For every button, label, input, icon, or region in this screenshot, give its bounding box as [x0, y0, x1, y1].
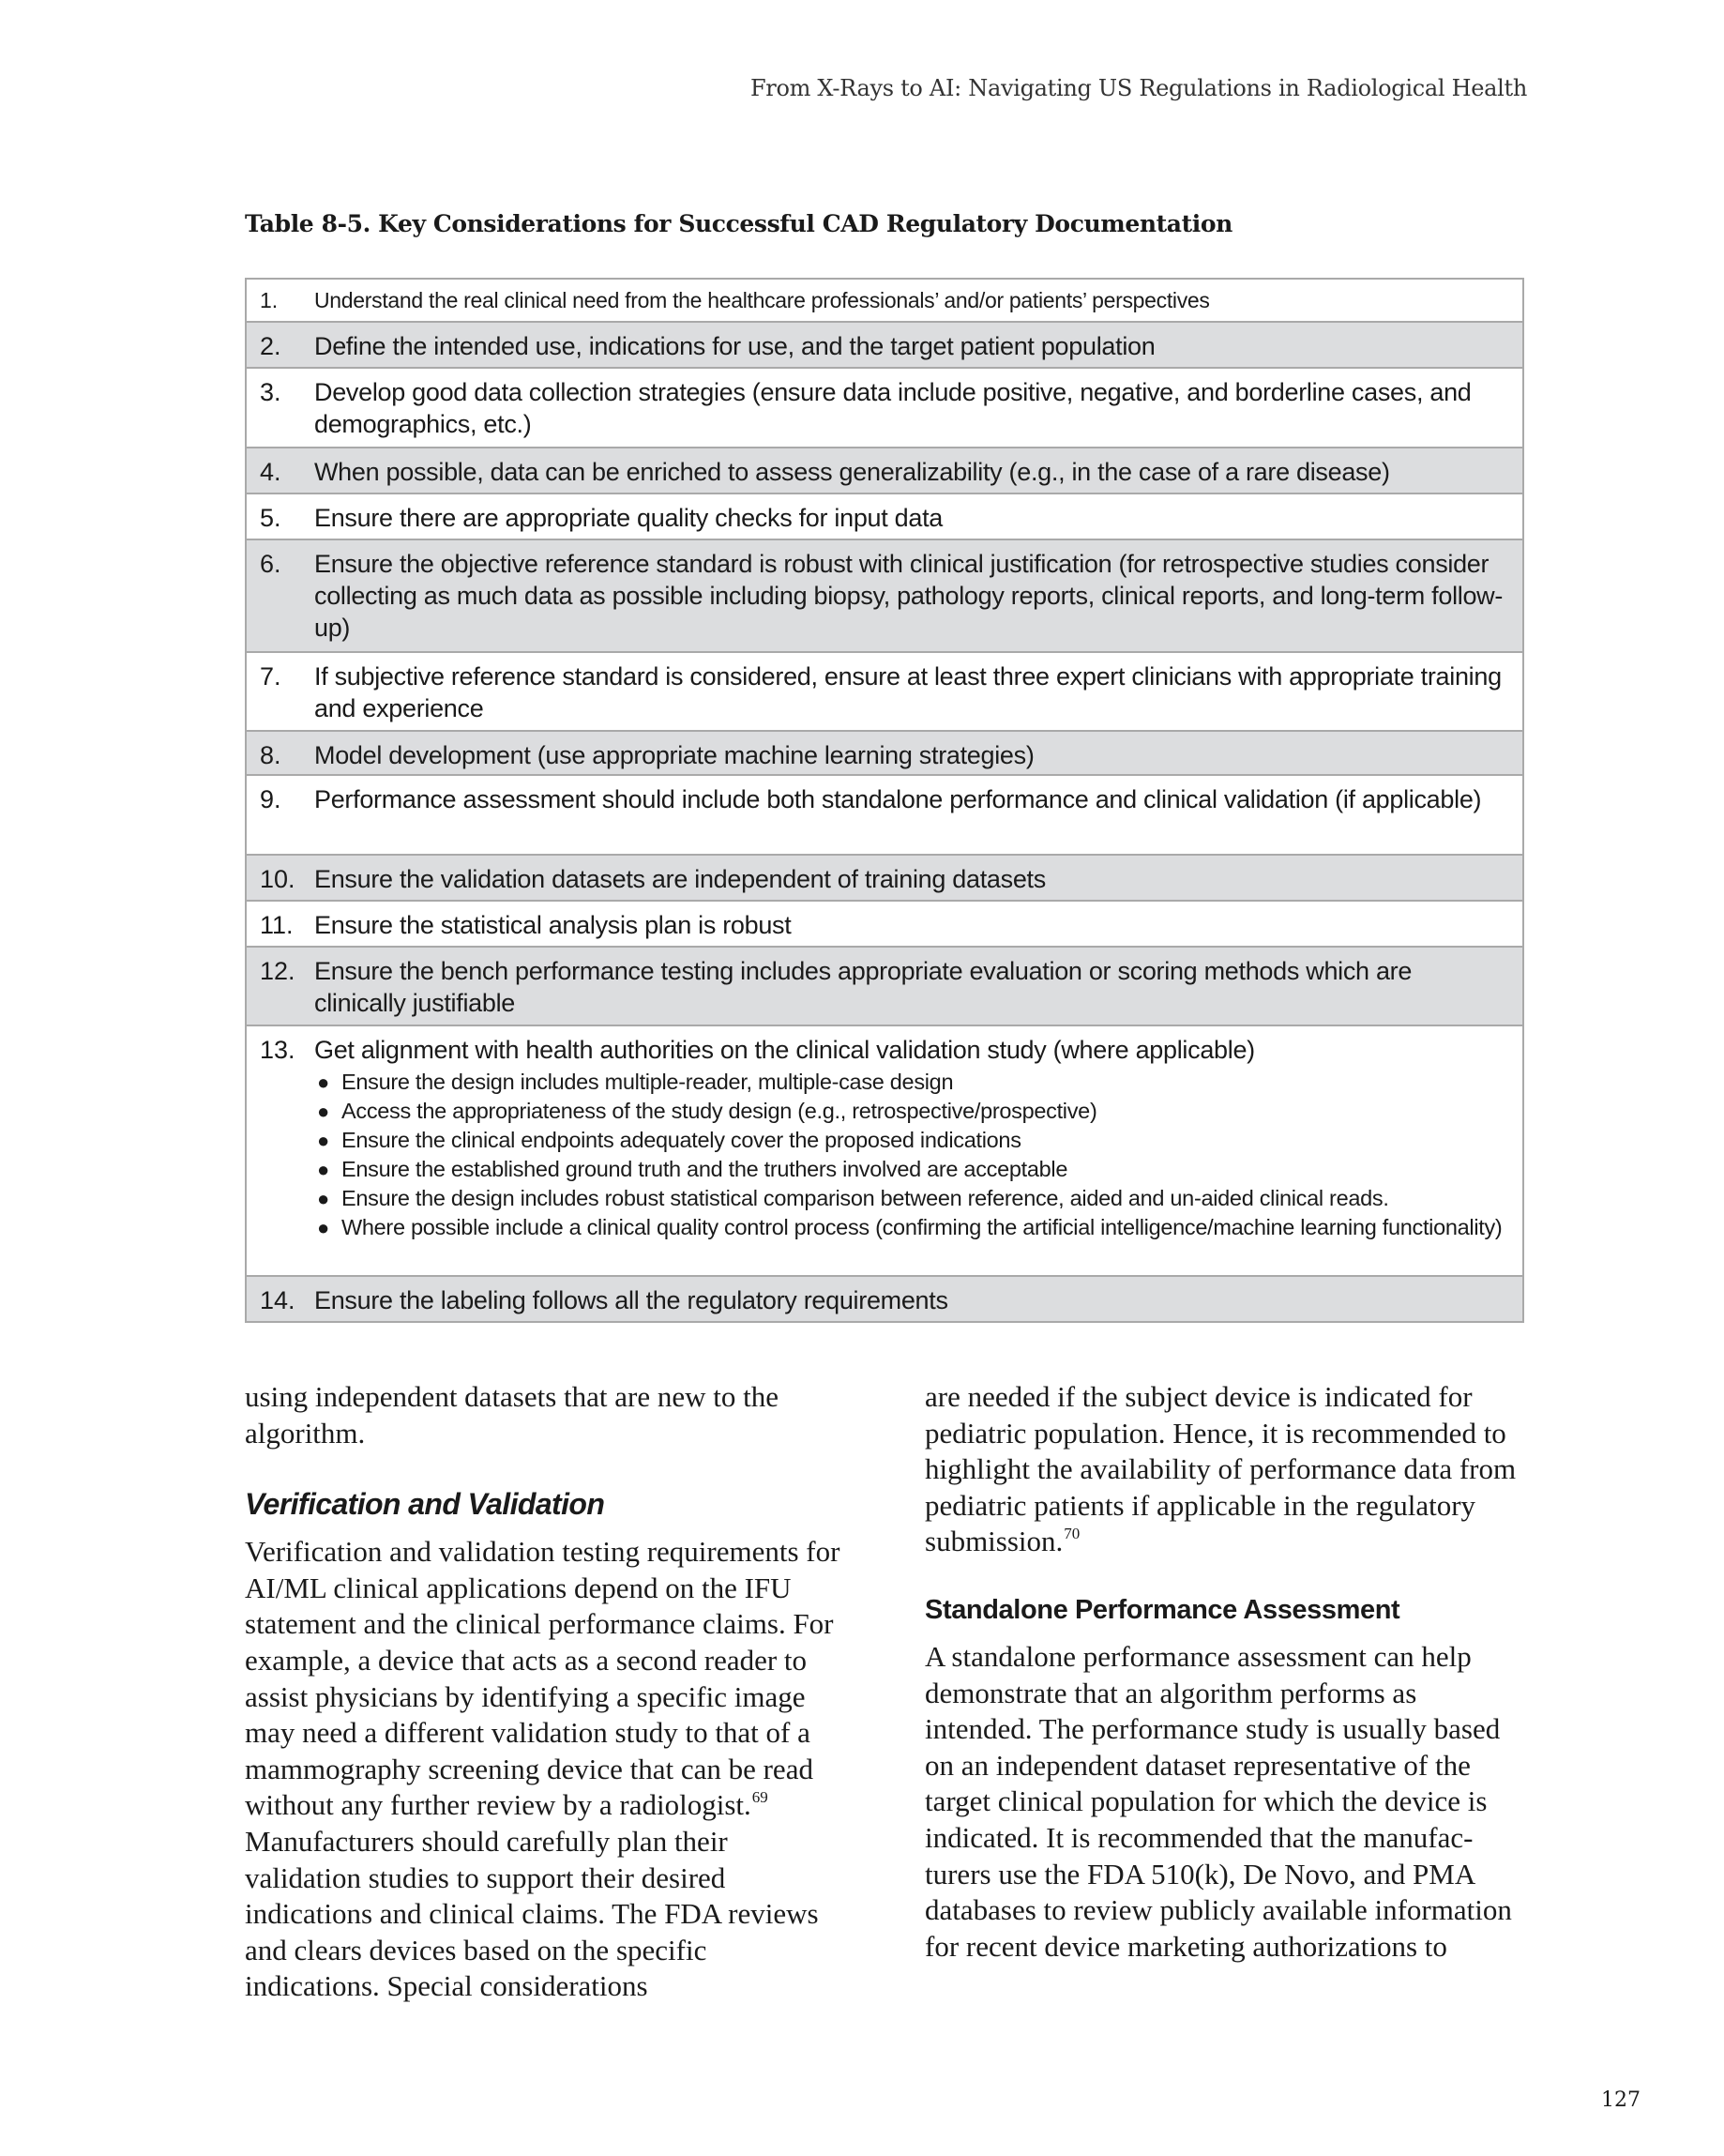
row-number: 2. — [260, 332, 281, 360]
section-heading-standalone-performance: Standalone Performance Assessment — [925, 1594, 1400, 1625]
footnote-ref-70[interactable]: 70 — [1064, 1525, 1081, 1543]
table-row — [247, 653, 1522, 732]
row-text: Get alignment with health authorities on the clinical validation study (where applicable) — [314, 1036, 1255, 1064]
running-header: From X-Rays to AI: Navigating US Regulations in Radiological Health — [749, 75, 1527, 101]
row-number: 7. — [260, 662, 281, 691]
bullet-icon: ● — [317, 1129, 329, 1152]
row-number: 3. — [260, 378, 281, 406]
row-text: When possible, data can be enriched to assess generalizability (e.g., in the case of a rare disease) — [314, 458, 1390, 486]
row-text: Performance assessment should include both standalone performance and clinical validation (if applicable) — [314, 785, 1482, 813]
table-row — [247, 948, 1522, 1026]
row-number: 1. — [260, 288, 279, 312]
row-number: 11. — [260, 911, 294, 939]
table-row — [247, 323, 1522, 369]
body-column-left — [245, 1379, 845, 2005]
row-text: Ensure the bench performance testing includes appropriate evaluation or scoring methods which are clinically justifiable — [314, 957, 1413, 1017]
row-text: Ensure the objective reference standard is robust with clinical justification (for retrospective studies consider collecting as much data as possible including biopsy, pathology reports, clinical reports, and long-term follow-up) — [314, 550, 1504, 642]
body-column-right — [925, 1379, 1525, 1965]
row-number: 13. — [260, 1036, 295, 1064]
footnote-ref-69[interactable]: 69 — [751, 1788, 768, 1807]
continuation-paragraph: are needed if the subject device is indicated for pediatric population. Hence, it is recommended to highlight the availability of performance data from pediatric patients if applicable in the regulatory submission.$^{70}$ — [925, 1380, 1517, 1558]
page-number: 127 — [1601, 2088, 1641, 2112]
row-text-block — [314, 1034, 1509, 1242]
table-title: Table 8-5. Key Considerations for Successful CAD Regulatory Documentation — [245, 210, 1233, 237]
row-number: 9. — [260, 785, 281, 813]
table-row — [247, 369, 1522, 448]
body-paragraph: A standalone performance assessment can help demonstrate that an algorithm performs as intended. The performance study is usually based on an independent dataset representative of the target clinical population for which the device is indicated. It is recommended that the manufacturers use the FDA 510(k), De Novo, and PMA databases to review publicly available information for recent device marketing authorizations to — [925, 1639, 1512, 1963]
row-text: Define the intended use, indications for use, and the target patient population — [314, 332, 1156, 360]
section-heading-verification-validation: Verification and Validation — [245, 1487, 605, 1522]
table-row — [247, 448, 1522, 494]
table-row — [247, 776, 1522, 856]
row-number: 4. — [260, 458, 281, 486]
row-text: Ensure there are appropriate quality checks for input data — [314, 504, 944, 532]
row-text: Ensure the validation datasets are independent of training datasets — [314, 865, 1046, 893]
table-row — [247, 540, 1522, 653]
row-text: Ensure the statistical analysis plan is robust — [314, 911, 792, 939]
row-text: Develop good data collection strategies (ensure data include positive, negative, and borderline cases, and demographics, etc.) — [314, 378, 1472, 438]
row-number: 5. — [260, 504, 281, 532]
row-number: 12. — [260, 957, 295, 985]
row-text: Understand the real clinical need from the healthcare professionals’ and/or patients’ perspectives — [314, 288, 1210, 312]
bullet-item: ● Access the appropriateness of the study design (e.g., retrospective/prospective) — [314, 1097, 1509, 1126]
table-row — [247, 732, 1522, 776]
continuation-paragraph: using independent datasets that are new to the algorithm. — [245, 1380, 779, 1450]
bullet-icon: ● — [317, 1070, 329, 1094]
row-number: 6. — [260, 550, 281, 578]
table-row — [247, 494, 1522, 540]
bullet-icon: ● — [317, 1187, 329, 1210]
bullet-item: ● Ensure the clinical endpoints adequately cover the proposed indications — [314, 1126, 1509, 1155]
row-number: 10. — [260, 865, 295, 893]
row-text: Model development (use appropriate machine learning strategies) — [314, 741, 1035, 769]
bullet-list — [314, 1068, 1509, 1242]
table-row — [247, 1026, 1522, 1277]
bullet-item: ● Ensure the established ground truth and the truthers involved are acceptable — [314, 1155, 1509, 1184]
key-considerations-table — [245, 278, 1524, 1323]
row-number: 8. — [260, 741, 281, 769]
bullet-item: ● Ensure the design includes robust statistical comparison between reference, aided and un-aided clinical reads. — [314, 1184, 1509, 1213]
body-paragraph: Verification and validation testing requirements for AI/ML clinical applications depend on the IFU statement and the clinical performance claims. For example, a device that acts as a second reader to assist physicians by identifying a specific image may need a different validation study to that of a mammography screening device that can be read without any further review by a radiologist.$^{69}$ Manufacturers should carefully plan their validation studies to support their desired indications and clinical claims. The FDA reviews and clears devices based on the specific indications. Special considerations — [245, 1535, 840, 2003]
table-row — [247, 280, 1522, 323]
table-row — [247, 856, 1522, 902]
bullet-icon: ● — [317, 1100, 329, 1123]
row-text: Ensure the labeling follows all the regulatory requirements — [314, 1286, 948, 1314]
table-row — [247, 902, 1522, 948]
bullet-icon: ● — [317, 1158, 329, 1181]
bullet-item: ● Where possible include a clinical quality control process (confirming the artificial intelligence/machine learning functionality) — [314, 1213, 1509, 1242]
row-number: 14. — [260, 1286, 295, 1314]
bullet-item: ● Ensure the design includes multiple-reader, multiple-case design — [314, 1068, 1509, 1097]
table-row — [247, 1277, 1522, 1321]
bullet-icon: ● — [317, 1216, 329, 1239]
row-text: If subjective reference standard is considered, ensure at least three expert clinicians with appropriate training and experience — [314, 662, 1502, 722]
